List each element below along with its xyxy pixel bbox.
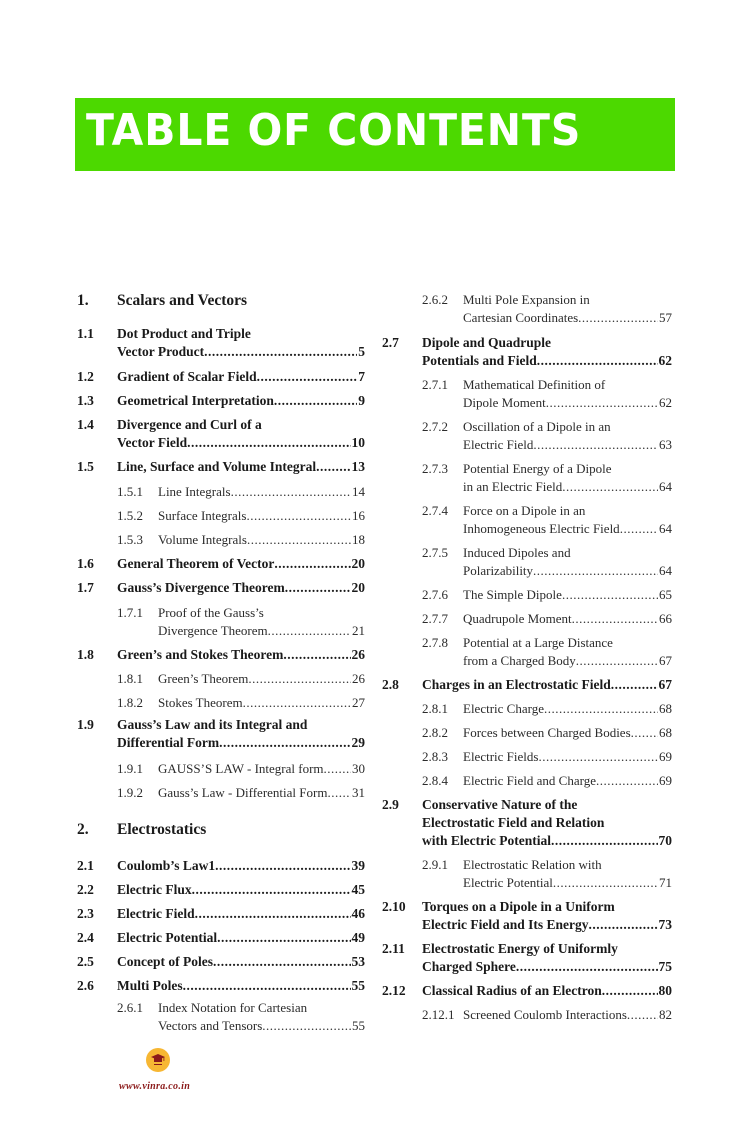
toc-entry-text: Geometrical Interpretation	[117, 393, 274, 408]
toc-entry-number: 2.8.2	[422, 725, 448, 740]
toc-entry-number: 2.6.1	[117, 1000, 143, 1015]
toc-entry-title	[117, 458, 365, 476]
toc-entry-text: Classical Radius of an Electron	[422, 983, 602, 998]
toc-page-number: 21	[352, 623, 365, 638]
toc-entry-number: 2.7.3	[422, 461, 448, 476]
toc-entry-text: Electric Field and Its Energy	[422, 917, 589, 932]
toc-entry-title	[117, 929, 365, 947]
dot-leader	[578, 309, 658, 327]
toc-page-number: 39	[351, 858, 365, 873]
toc-entry-number: 1.5.1	[117, 484, 143, 499]
toc-entry-number: 2.2	[77, 882, 94, 897]
toc-entry-text: Charged Sphere	[422, 959, 516, 974]
toc-entry-text: Electric Potential	[463, 875, 553, 890]
page-title: TABLE OF CONTENTS	[86, 105, 582, 156]
toc-entry-text: Vectors and Tensors	[158, 1018, 263, 1033]
toc-entry-text: Multi Pole Expansion in	[463, 292, 590, 307]
toc-entry-text: from a Charged Body	[463, 653, 576, 668]
dot-leader	[195, 905, 351, 923]
toc-page-number: 13	[351, 459, 365, 474]
toc-entry-title	[158, 483, 365, 501]
toc-entry-text: Green’s and Stokes Theorem	[117, 647, 284, 662]
toc-entry-number: 2.4	[77, 930, 94, 945]
toc-entry-number: 2.	[77, 821, 89, 838]
dot-leader	[627, 1006, 658, 1024]
toc-page-number: 31	[352, 785, 365, 800]
toc-entry-title	[117, 291, 365, 311]
toc-entry-number: 2.7.5	[422, 545, 448, 560]
dot-leader	[533, 562, 658, 580]
toc-entry-number: 2.5	[77, 954, 94, 969]
toc-page-number: 26	[352, 671, 365, 686]
toc-entry-title	[422, 940, 672, 976]
toc-entry-text: Differential Form	[117, 735, 220, 750]
toc-entry-title	[117, 857, 365, 875]
toc-page-number: 68	[659, 701, 672, 716]
toc-entry-text: Dipole Moment	[463, 395, 546, 410]
dot-leader	[257, 368, 358, 386]
dot-leader	[183, 977, 351, 995]
dot-leader	[246, 507, 351, 525]
toc-page-number: 75	[658, 959, 672, 974]
toc-entry-text: Electrostatic Energy of Uniformly	[422, 941, 618, 956]
toc-entry-title	[463, 291, 672, 327]
dot-leader	[274, 392, 357, 410]
toc-entry-number: 1.5.2	[117, 508, 143, 523]
toc-entry-text: The Simple Dipole	[463, 587, 562, 602]
toc-entry-number: 1.8	[77, 647, 94, 662]
toc-entry-text: Surface Integrals	[158, 508, 247, 523]
toc-entry-text: Coulomb’s Law1	[117, 858, 216, 873]
toc-entry-title	[158, 531, 365, 549]
toc-entry-text: Stokes Theorem	[158, 695, 243, 710]
dot-leader	[516, 958, 658, 976]
toc-page-number: 71	[659, 875, 672, 890]
toc-page-number: 14	[352, 484, 365, 499]
toc-entry-number: 2.3	[77, 906, 94, 921]
toc-entry-title	[117, 820, 365, 840]
toc-entry-number: 2.7	[382, 335, 399, 350]
graduation-cap-icon	[146, 1048, 170, 1072]
dot-leader	[588, 916, 657, 934]
toc-entry-number: 1.5.3	[117, 532, 143, 547]
toc-entry-number: 2.8	[382, 677, 399, 692]
toc-page-number: 29	[351, 735, 365, 750]
dot-leader	[602, 982, 658, 1000]
toc-entry-title	[117, 392, 365, 410]
toc-entry-title	[117, 905, 365, 923]
toc-entry-title	[422, 898, 672, 934]
toc-page-number: 62	[659, 395, 672, 410]
toc-entry-number: 1.5	[77, 459, 94, 474]
toc-entry-text: Concept of Poles	[117, 954, 213, 969]
toc-entry-number: 2.7.6	[422, 587, 448, 602]
dot-leader	[274, 555, 350, 573]
toc-entry-number: 2.12	[382, 983, 406, 998]
dot-leader	[231, 483, 351, 501]
dot-leader	[324, 760, 351, 778]
toc-entry-text: Vector Field	[117, 435, 188, 450]
dot-leader	[217, 929, 350, 947]
dot-leader	[204, 343, 357, 361]
toc-entry-title	[117, 368, 365, 386]
toc-entry-text: Cartesian Coordinates	[463, 310, 579, 325]
toc-entry-title	[422, 982, 672, 1000]
toc-entry-text: Dipole and Quadruple	[422, 335, 552, 350]
toc-entry-title	[463, 502, 672, 538]
toc-entry-number: 1.8.1	[117, 671, 143, 686]
toc-page-number: 64	[659, 521, 672, 536]
toc-entry-text: Gauss’s Law and its Integral and	[117, 717, 308, 732]
toc-entry-number: 2.10	[382, 899, 406, 914]
toc-entry-text: Electric Flux	[117, 882, 192, 897]
toc-page-number: 9	[358, 393, 365, 408]
toc-page-number: 66	[659, 611, 672, 626]
toc-entry-text: Quadrupole Moment	[463, 611, 572, 626]
toc-entry-text: Electric Field and Charge	[463, 773, 596, 788]
toc-entry-title	[463, 634, 672, 670]
toc-entry-title	[117, 953, 365, 971]
toc-entry-number: 2.7.2	[422, 419, 448, 434]
toc-entry-title	[158, 507, 365, 525]
toc-entry-title	[463, 856, 672, 892]
dot-leader	[562, 586, 658, 604]
toc-entry-number: 1.9.2	[117, 785, 143, 800]
toc-entry-text: Gauss’s Divergence Theorem	[117, 580, 285, 595]
website-link[interactable]: www.vinra.co.in	[119, 1081, 191, 1092]
toc-page-number: 80	[658, 983, 672, 998]
toc-entry-title	[422, 334, 672, 370]
toc-entry-text: Torques on a Dipole in a Uniform	[422, 899, 615, 914]
toc-entry-text: Charges in an Electrostatic Field	[422, 677, 611, 692]
toc-entry-text: Electric Charge	[463, 701, 544, 716]
toc-page-number: 62	[658, 353, 672, 368]
toc-entry-text: Gauss’s Law - Differential Form	[158, 785, 328, 800]
dot-leader	[219, 734, 350, 752]
toc-entry-text: Potentials and Field	[422, 353, 537, 368]
toc-page-number: 63	[659, 437, 672, 452]
dot-leader	[538, 748, 658, 766]
toc-entry-title	[463, 610, 672, 628]
toc-page-number: 69	[659, 773, 672, 788]
toc-entry-text: Scalars and Vectors	[117, 292, 248, 309]
toc-page-number: 55	[351, 978, 365, 993]
toc-entry-title	[117, 881, 365, 899]
toc-entry-text: Electrostatics	[117, 821, 207, 838]
toc-entry-text: General Theorem of Vector	[117, 556, 275, 571]
toc-entry-title	[158, 999, 365, 1035]
dot-leader	[596, 772, 658, 790]
toc-entry-title	[158, 604, 365, 640]
toc-entry-title	[158, 670, 365, 688]
toc-entry-number: 1.6	[77, 556, 94, 571]
dot-leader	[576, 652, 658, 670]
toc-page-number: 73	[658, 917, 672, 932]
toc-entry-number: 1.9	[77, 717, 94, 732]
toc-page-number: 45	[351, 882, 365, 897]
toc-entry-text: Electrostatic Field and Relation	[422, 815, 605, 830]
toc-page-number: 20	[351, 556, 365, 571]
toc-entry-title	[117, 579, 365, 597]
dot-leader	[283, 646, 350, 664]
dot-leader	[544, 700, 658, 718]
toc-entry-text: Green’s Theorem	[158, 671, 249, 686]
dot-leader	[213, 953, 351, 971]
toc-page-number: 69	[659, 749, 672, 764]
toc-page-number: 57	[659, 310, 672, 325]
toc-entry-number: 1.7.1	[117, 605, 143, 620]
dot-leader	[327, 784, 351, 802]
dot-leader	[262, 1017, 351, 1035]
toc-entry-number: 2.8.4	[422, 773, 448, 788]
toc-page-number: 70	[658, 833, 672, 848]
toc-entry-text: Divergence and Curl of a	[117, 417, 262, 432]
toc-page-number: 5	[358, 344, 365, 359]
toc-entry-text: Index Notation for Cartesian	[158, 1000, 308, 1015]
toc-entry-text: Potential Energy of a Dipole	[463, 461, 612, 476]
toc-entry-title	[422, 796, 672, 850]
dot-leader	[546, 394, 658, 412]
toc-entry-number: 2.9.1	[422, 857, 448, 872]
toc-entry-title	[117, 416, 365, 452]
toc-entry-title	[117, 555, 365, 573]
toc-page-number: 18	[352, 532, 365, 547]
toc-page-number: 46	[351, 906, 365, 921]
toc-entry-text: Dot Product and Triple	[117, 326, 251, 341]
toc-entry-title	[463, 460, 672, 496]
toc-page-number: 53	[351, 954, 365, 969]
dot-leader	[551, 832, 658, 850]
toc-page-number: 68	[659, 725, 672, 740]
toc-entry-text: Vector Product	[117, 344, 205, 359]
toc-entry-text: Electric Field	[117, 906, 195, 921]
toc-page-number: 67	[659, 653, 672, 668]
toc-entry-number: 2.11	[382, 941, 405, 956]
toc-entry-title	[117, 325, 365, 361]
toc-entry-text: Polarizability	[463, 563, 534, 578]
toc-page-number: 55	[352, 1018, 365, 1033]
toc-entry-title	[463, 544, 672, 580]
toc-entry-number: 2.7.1	[422, 377, 448, 392]
toc-entry-text: with Electric Potential	[422, 833, 551, 848]
toc-entry-text: Line Integrals	[158, 484, 231, 499]
toc-entry-number: 1.9.1	[117, 761, 143, 776]
toc-entry-title	[117, 716, 365, 752]
toc-entry-text: Divergence Theorem	[158, 623, 268, 638]
toc-entry-text: Induced Dipoles and	[463, 545, 571, 560]
toc-entry-text: Oscillation of a Dipole in an	[463, 419, 611, 434]
toc-entry-text: Line, Surface and Volume Integral	[117, 459, 317, 474]
toc-entry-text: GAUSS’S LAW - Integral form	[158, 761, 324, 776]
toc-entry-number: 2.12.1	[422, 1007, 455, 1022]
toc-entry-title	[463, 724, 672, 742]
toc-entry-text: Proof of the Gauss’s	[158, 605, 264, 620]
dot-leader	[247, 531, 351, 549]
toc-entry-text: Conservative Nature of the	[422, 797, 578, 812]
toc-page-number: 16	[352, 508, 365, 523]
toc-entry-number: 2.6.2	[422, 292, 448, 307]
toc-entry-number: 1.4	[77, 417, 94, 432]
dot-leader	[562, 478, 658, 496]
dot-leader	[631, 724, 658, 742]
toc-entry-text: Screened Coulomb Interactions	[463, 1007, 627, 1022]
dot-leader	[285, 579, 351, 597]
toc-page-number: 27	[352, 695, 365, 710]
toc-entry-number: 2.7.8	[422, 635, 448, 650]
dot-leader	[572, 610, 658, 628]
toc-entry-text: Electrostatic Relation with	[463, 857, 602, 872]
toc-entry-number: 2.1	[77, 858, 94, 873]
toc-page-number: 20	[351, 580, 365, 595]
toc-entry-text: Mathematical Definition of	[463, 377, 606, 392]
toc-entry-number: 2.7.7	[422, 611, 448, 626]
dot-leader	[243, 694, 351, 712]
toc-entry-number: 1.	[77, 292, 89, 309]
dot-leader	[268, 622, 351, 640]
toc-entry-number: 2.8.1	[422, 701, 448, 716]
toc-entry-text: Potential at a Large Distance	[463, 635, 613, 650]
toc-entry-title	[158, 694, 365, 712]
toc-entry-number: 2.8.3	[422, 749, 448, 764]
toc-page-number: 67	[658, 677, 672, 692]
toc-page-number: 49	[351, 930, 365, 945]
toc-entry-number: 2.9	[382, 797, 399, 812]
toc-entry-text: in an Electric Field	[463, 479, 563, 494]
toc-page-number: 10	[351, 435, 365, 450]
toc-entry-title	[117, 646, 365, 664]
toc-page-number: 65	[659, 587, 672, 602]
dot-leader	[553, 874, 658, 892]
toc-entry-title	[158, 760, 365, 778]
toc-entry-text: Volume Integrals	[158, 532, 247, 547]
toc-entry-text: Gradient of Scalar Field	[117, 369, 257, 384]
toc-entry-title	[463, 748, 672, 766]
dot-leader	[248, 670, 351, 688]
toc-entry-number: 1.1	[77, 326, 94, 341]
toc-entry-text: Electric Field	[463, 437, 534, 452]
toc-page-number: 7	[358, 369, 365, 384]
toc-entry-title	[422, 676, 672, 694]
dot-leader	[215, 857, 350, 875]
dot-leader	[620, 520, 658, 538]
toc-entry-title	[463, 700, 672, 718]
toc-entry-number: 1.2	[77, 369, 94, 384]
toc-page-number: 64	[659, 563, 672, 578]
toc-entry-number: 1.8.2	[117, 695, 143, 710]
toc-page-number: 30	[352, 761, 365, 776]
dot-leader	[611, 676, 658, 694]
toc-entry-text: Forces between Charged Bodies	[463, 725, 631, 740]
toc-entry-title	[463, 418, 672, 454]
toc-entry-number: 1.7	[77, 580, 94, 595]
toc-entry-number: 2.6	[77, 978, 94, 993]
toc-header-banner	[75, 98, 675, 171]
toc-entry-number: 1.3	[77, 393, 94, 408]
toc-page-number: 64	[659, 479, 672, 494]
dot-leader	[192, 881, 351, 899]
dot-leader	[537, 352, 658, 370]
toc-entry-title	[117, 977, 365, 995]
toc-page-number: 26	[351, 647, 365, 662]
toc-entry-number: 2.7.4	[422, 503, 448, 518]
dot-leader	[533, 436, 658, 454]
toc-entry-text: Force on a Dipole in an	[463, 503, 586, 518]
toc-entry-title	[463, 1006, 672, 1024]
toc-entry-title	[158, 784, 365, 802]
toc-entry-title	[463, 586, 672, 604]
toc-entry-text: Multi Poles	[117, 978, 183, 993]
dot-leader	[316, 458, 350, 476]
toc-page-number: 82	[659, 1007, 672, 1022]
toc-entry-text: Electric Potential	[117, 930, 218, 945]
dot-leader	[187, 434, 350, 452]
toc-entry-text: Inhomogeneous Electric Field	[463, 521, 620, 536]
toc-entry-title	[463, 376, 672, 412]
toc-entry-text: Electric Fields	[463, 749, 539, 764]
toc-entry-title	[463, 772, 672, 790]
